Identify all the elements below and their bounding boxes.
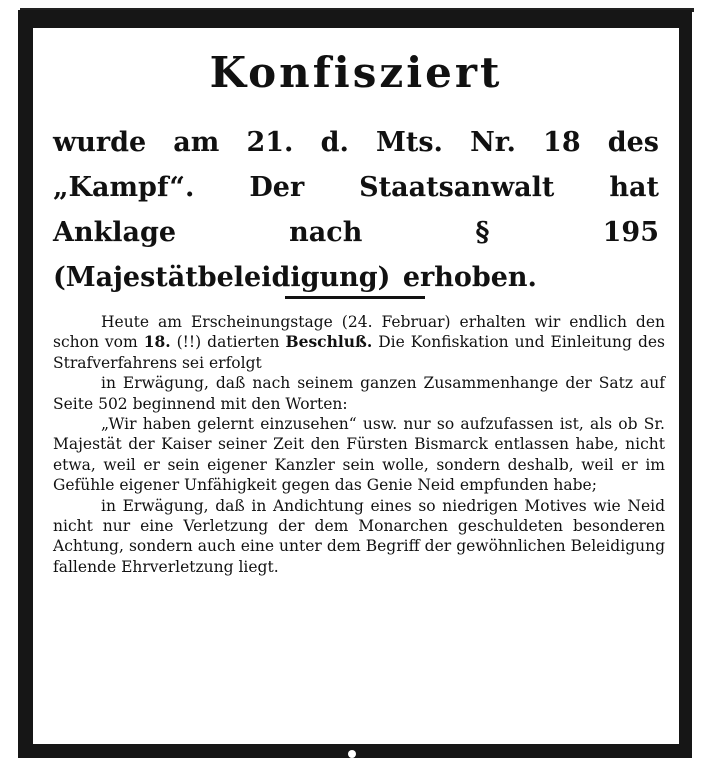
notice-panel bbox=[33, 28, 679, 744]
notice-headline: wurde am 21. d. Mts. Nr. 18 des „Kampf“. Der Staatsanwalt hat Anklage nach § 195 (Majestätbeleidigung) erhoben. bbox=[53, 127, 659, 293]
paragraph-decision-date: 18. bbox=[143, 332, 171, 352]
paragraph-decision-part-e: Die Konfiskation und Einleitung des Strafverfahrens sei erfolgt bbox=[53, 333, 665, 372]
paragraph-decision-keyword: Beschluß. bbox=[285, 332, 373, 352]
notice-title: Konfisziert bbox=[209, 48, 503, 97]
notice-body bbox=[53, 312, 665, 577]
paragraph-quote: „Wir haben gelernt einzusehen“ usw. nur so aufzufassen ist, als ob Sr. Majestät der Kaiser seiner Zeit den Fürsten Bismarck entlassen habe, nicht etwa, weil er sein eigener Kanzler sein wolle, sondern deshalb, weil er im Gefühle eigener Unfähigkeit gegen das Genie Neid empfunden habe; bbox=[53, 415, 665, 495]
paragraph-consideration-1: in Erwägung, daß nach seinem ganzen Zusammenhange der Satz auf Seite 502 beginnend mit den Worten: bbox=[53, 374, 665, 413]
paragraph-consideration-2: in Erwägung, daß in Andichtung eines so niedrigen Motives wie Neid nicht nur eine Verletzung der dem Monarchen geschuldeten besonderen Achtung, sondern auch eine unter dem Begriff der gewöhnlichen Beleidigung fallende Ehrverletzung liegt. bbox=[53, 496, 665, 576]
paragraph-decision-part-c: (!!) datierten bbox=[170, 333, 286, 352]
paragraph-decision-part-a: Heute am Erscheinungstage (24. Februar) erhalten wir endlich den schon vom bbox=[53, 313, 665, 352]
paragraph-decision bbox=[53, 312, 665, 373]
bottom-ornament bbox=[348, 750, 356, 758]
section-divider bbox=[285, 296, 425, 299]
notice-frame bbox=[18, 10, 692, 758]
